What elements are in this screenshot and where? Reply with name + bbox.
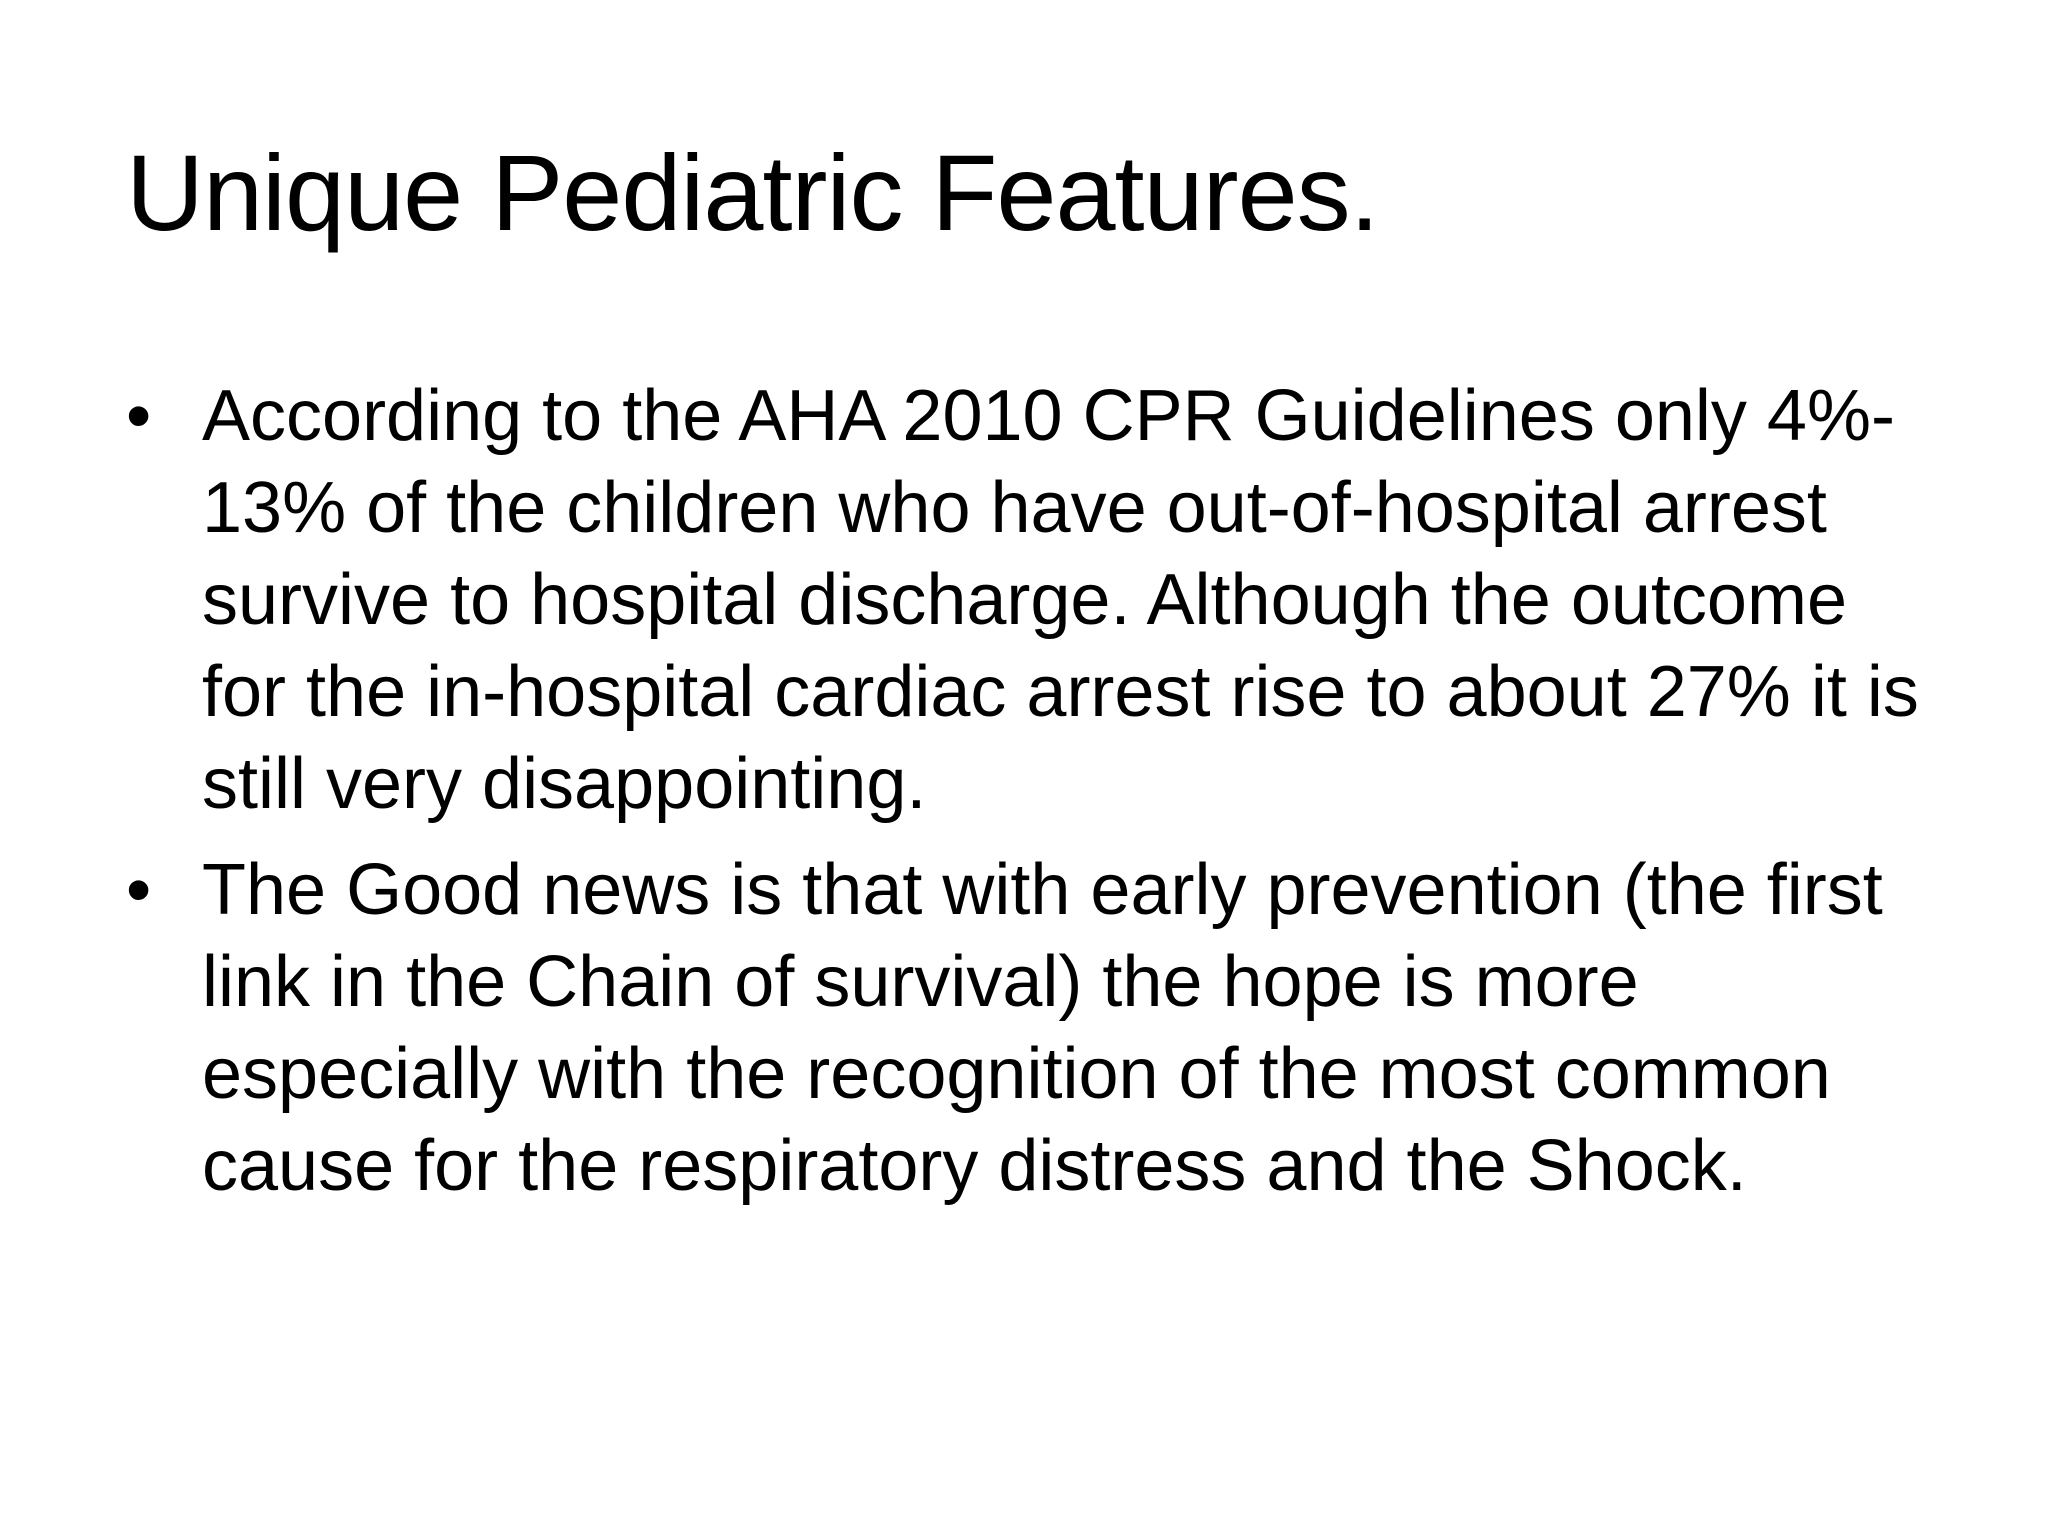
bullet-icon: • [126,376,152,456]
bullet-text: The Good news is that with early prevention (the first link in the Chain of survival) the hope is more especially with the recognition of the most common cause for the respiratory distress and the Shock. [202,850,1883,1206]
slide-title: Unique Pediatric Features. [126,132,1379,253]
bullet-item [126,370,1936,830]
bullet-item [126,844,1936,1212]
bullet-icon: • [126,850,152,930]
bullet-text: According to the AHA 2010 CPR Guidelines only 4%- 13% of the children who have out-of-hospital arrest survive to hospital discharge. Although the outcome for the in-hospital cardiac arrest rise to about 27% it is still very disappointing. [202,376,1919,824]
bullet-list [126,370,1936,1226]
